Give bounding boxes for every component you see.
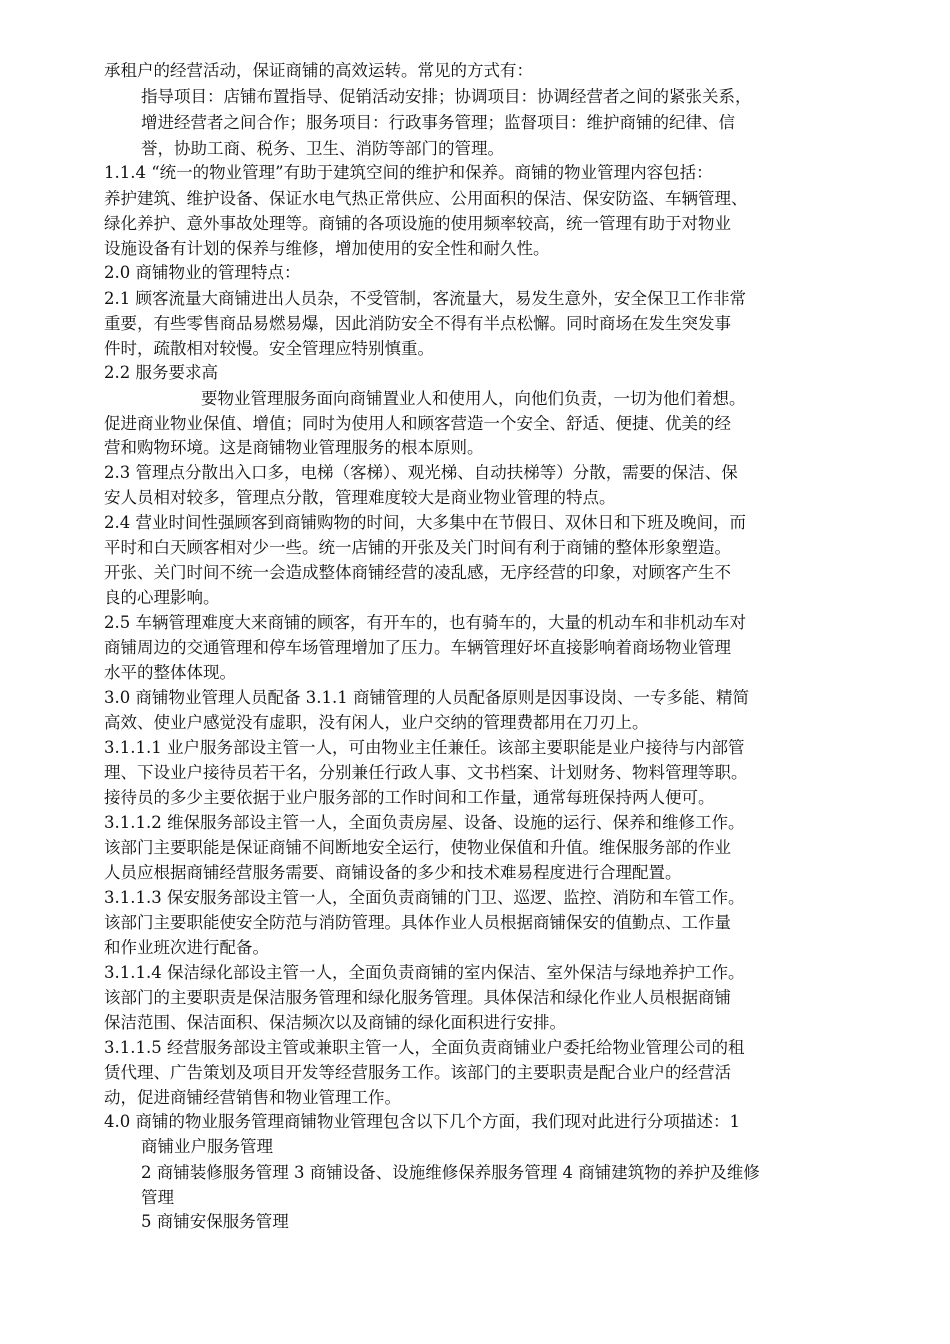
text-line: 营和购物环境。这是商铺物业管理服务的根本原则。	[104, 438, 484, 457]
text-line: 3.0 商铺物业管理人员配备 3.1.1 商铺管理的人员配备原则是因事设岗、一专多能、精简	[104, 688, 749, 707]
text-line: 开张、关门时间不统一会造成整体商铺经营的凌乱感，无序经营的印象，对顾客产生不	[104, 563, 731, 582]
text-line: 安人员相对较多，管理点分散，管理难度较大是商业物业管理的特点。	[104, 488, 616, 507]
text-line: 理、下设业户接待员若干名，分别兼任行政人事、文书档案、计划财务、物料管理等职。	[104, 763, 748, 782]
text-line: 2.1 顾客流量大商铺进出人员杂，不受管制，客流量大，易发生意外，安全保卫工作非常	[104, 289, 746, 308]
text-line: 设施设备有计划的保养与维修，增加使用的安全性和耐久性。	[104, 239, 550, 258]
text-line: 商铺业户服务管理	[141, 1137, 273, 1156]
text-line: 该部门主要职能是保证商铺不间断地安全运行，使物业保值和升值。维保服务部的作业	[104, 838, 731, 857]
text-line: 2.5 车辆管理难度大来商铺的顾客，有开车的，也有骑车的，大量的机动车和非机动车对	[104, 613, 746, 632]
text-line: 平时和白天顾客相对少一些。统一店铺的开张及关门时间有利于商铺的整体形象塑造。	[104, 538, 731, 557]
text-line: 人员应根据商铺经营服务需要、商铺设备的多少和技术难易程度进行合理配置。	[104, 863, 682, 882]
text-line: 水平的整体体现。	[104, 663, 236, 682]
text-line: 指导项目：店铺布置指导、促销活动安排；协调项目：协调经营者之间的紧张关系，	[141, 87, 752, 106]
text-line: 5 商铺安保服务管理	[141, 1212, 289, 1231]
text-line: 高效、使业户感觉没有虚职，没有闲人，业户交纳的管理费都用在刀刃上。	[104, 713, 649, 732]
text-line: 3.1.1.2 维保服务部设主管一人，全面负责房屋、设备、设施的运行、保养和维修工作。	[104, 813, 745, 832]
text-line: 3.1.1.5 经营服务部设主管或兼职主管一人，全面负责商铺业户委托给物业管理公司的租	[104, 1038, 745, 1057]
text-line: 誉，协助工商、税务、卫生、消防等部门的管理。	[141, 139, 504, 158]
text-line: 动，促进商铺经营销售和物业管理工作。	[104, 1088, 401, 1107]
text-line: 保洁范围、保洁面积、保洁频次以及商铺的绿化面积进行安排。	[104, 1013, 566, 1032]
text-line: 该部门主要职能使安全防范与消防管理。具体作业人员根据商铺保安的值勤点、工作量	[104, 913, 731, 932]
text-line: 重要，有些零售商品易燃易爆，因此消防安全不得有半点松懈。同时商场在发生突发事	[104, 314, 731, 333]
text-line: 增进经营者之间合作；服务项目：行政事务管理；监督项目：维护商铺的纪律、信	[141, 113, 735, 132]
text-line: 商铺周边的交通管理和停车场管理增加了压力。车辆管理好坏直接影响着商场物业管理	[104, 638, 731, 657]
text-line: 3.1.1.3 保安服务部设主管一人，全面负责商铺的门卫、巡逻、监控、消防和车管工作。	[104, 888, 745, 907]
text-line: 和作业班次进行配备。	[104, 938, 269, 957]
text-line: 养护建筑、维护设备、保证水电气热正常供应、公用面积的保洁、保安防盗、车辆管理、	[104, 189, 748, 208]
text-line: 接待员的多少主要依据于业户服务部的工作时间和工作量，通常每班保持两人便可。	[104, 788, 715, 807]
text-line: 承租户的经营活动，保证商铺的高效运转。常见的方式有：	[104, 61, 533, 80]
text-line: 2.4 营业时间性强顾客到商铺购物的时间，大多集中在节假日、双休日和下班及晚间，而	[104, 513, 746, 532]
text-line: 2.2 服务要求高	[104, 363, 218, 382]
text-line: 1.1.4 “统一的物业管理”有助于建筑空间的维护和保养。商铺的物业管理内容包括：	[104, 163, 713, 182]
text-line: 2.0 商铺物业的管理特点：	[104, 263, 301, 282]
text-line: 3.1.1.1 业户服务部设主管一人，可由物业主任兼任。该部主要职能是业户接待与内部管	[104, 738, 745, 757]
text-line: 管理	[141, 1188, 174, 1207]
text-line: 赁代理、广告策划及项目开发等经营服务工作。该部门的主要职责是配合业户的经营活	[104, 1063, 731, 1082]
text-line: 绿化养护、意外事故处理等。商铺的各项设施的使用频率较高，统一管理有助于对物业	[104, 214, 731, 233]
text-line: 2 商铺装修服务管理 3 商铺设备、设施维修保养服务管理 4 商铺建筑物的养护及维修	[141, 1163, 760, 1182]
text-line: 良的心理影响。	[104, 588, 220, 607]
text-line: 件时，疏散相对较慢。安全管理应特别慎重。	[104, 339, 434, 358]
text-line: 4.0 商铺的物业服务管理商铺物业管理包含以下几个方面，我们现对此进行分项描述：1	[104, 1112, 740, 1131]
text-line: 2.3 管理点分散出入口多，电梯（客梯）、观光梯、自动扶梯等）分散，需要的保洁、保	[104, 463, 738, 482]
text-line: 3.1.1.4 保洁绿化部设主管一人，全面负责商铺的室内保洁、室外保洁与绿地养护工作。	[104, 963, 745, 982]
text-line: 该部门的主要职责是保洁服务管理和绿化服务管理。具体保洁和绿化作业人员根据商铺	[104, 988, 731, 1007]
text-line: 促进商业物业保值、增值；同时为使用人和顾客营造一个安全、舒适、便捷、优美的经	[104, 414, 731, 433]
text-line: 要物业管理服务面向商铺置业人和使用人，向他们负责，一切为他们着想。	[201, 389, 746, 408]
